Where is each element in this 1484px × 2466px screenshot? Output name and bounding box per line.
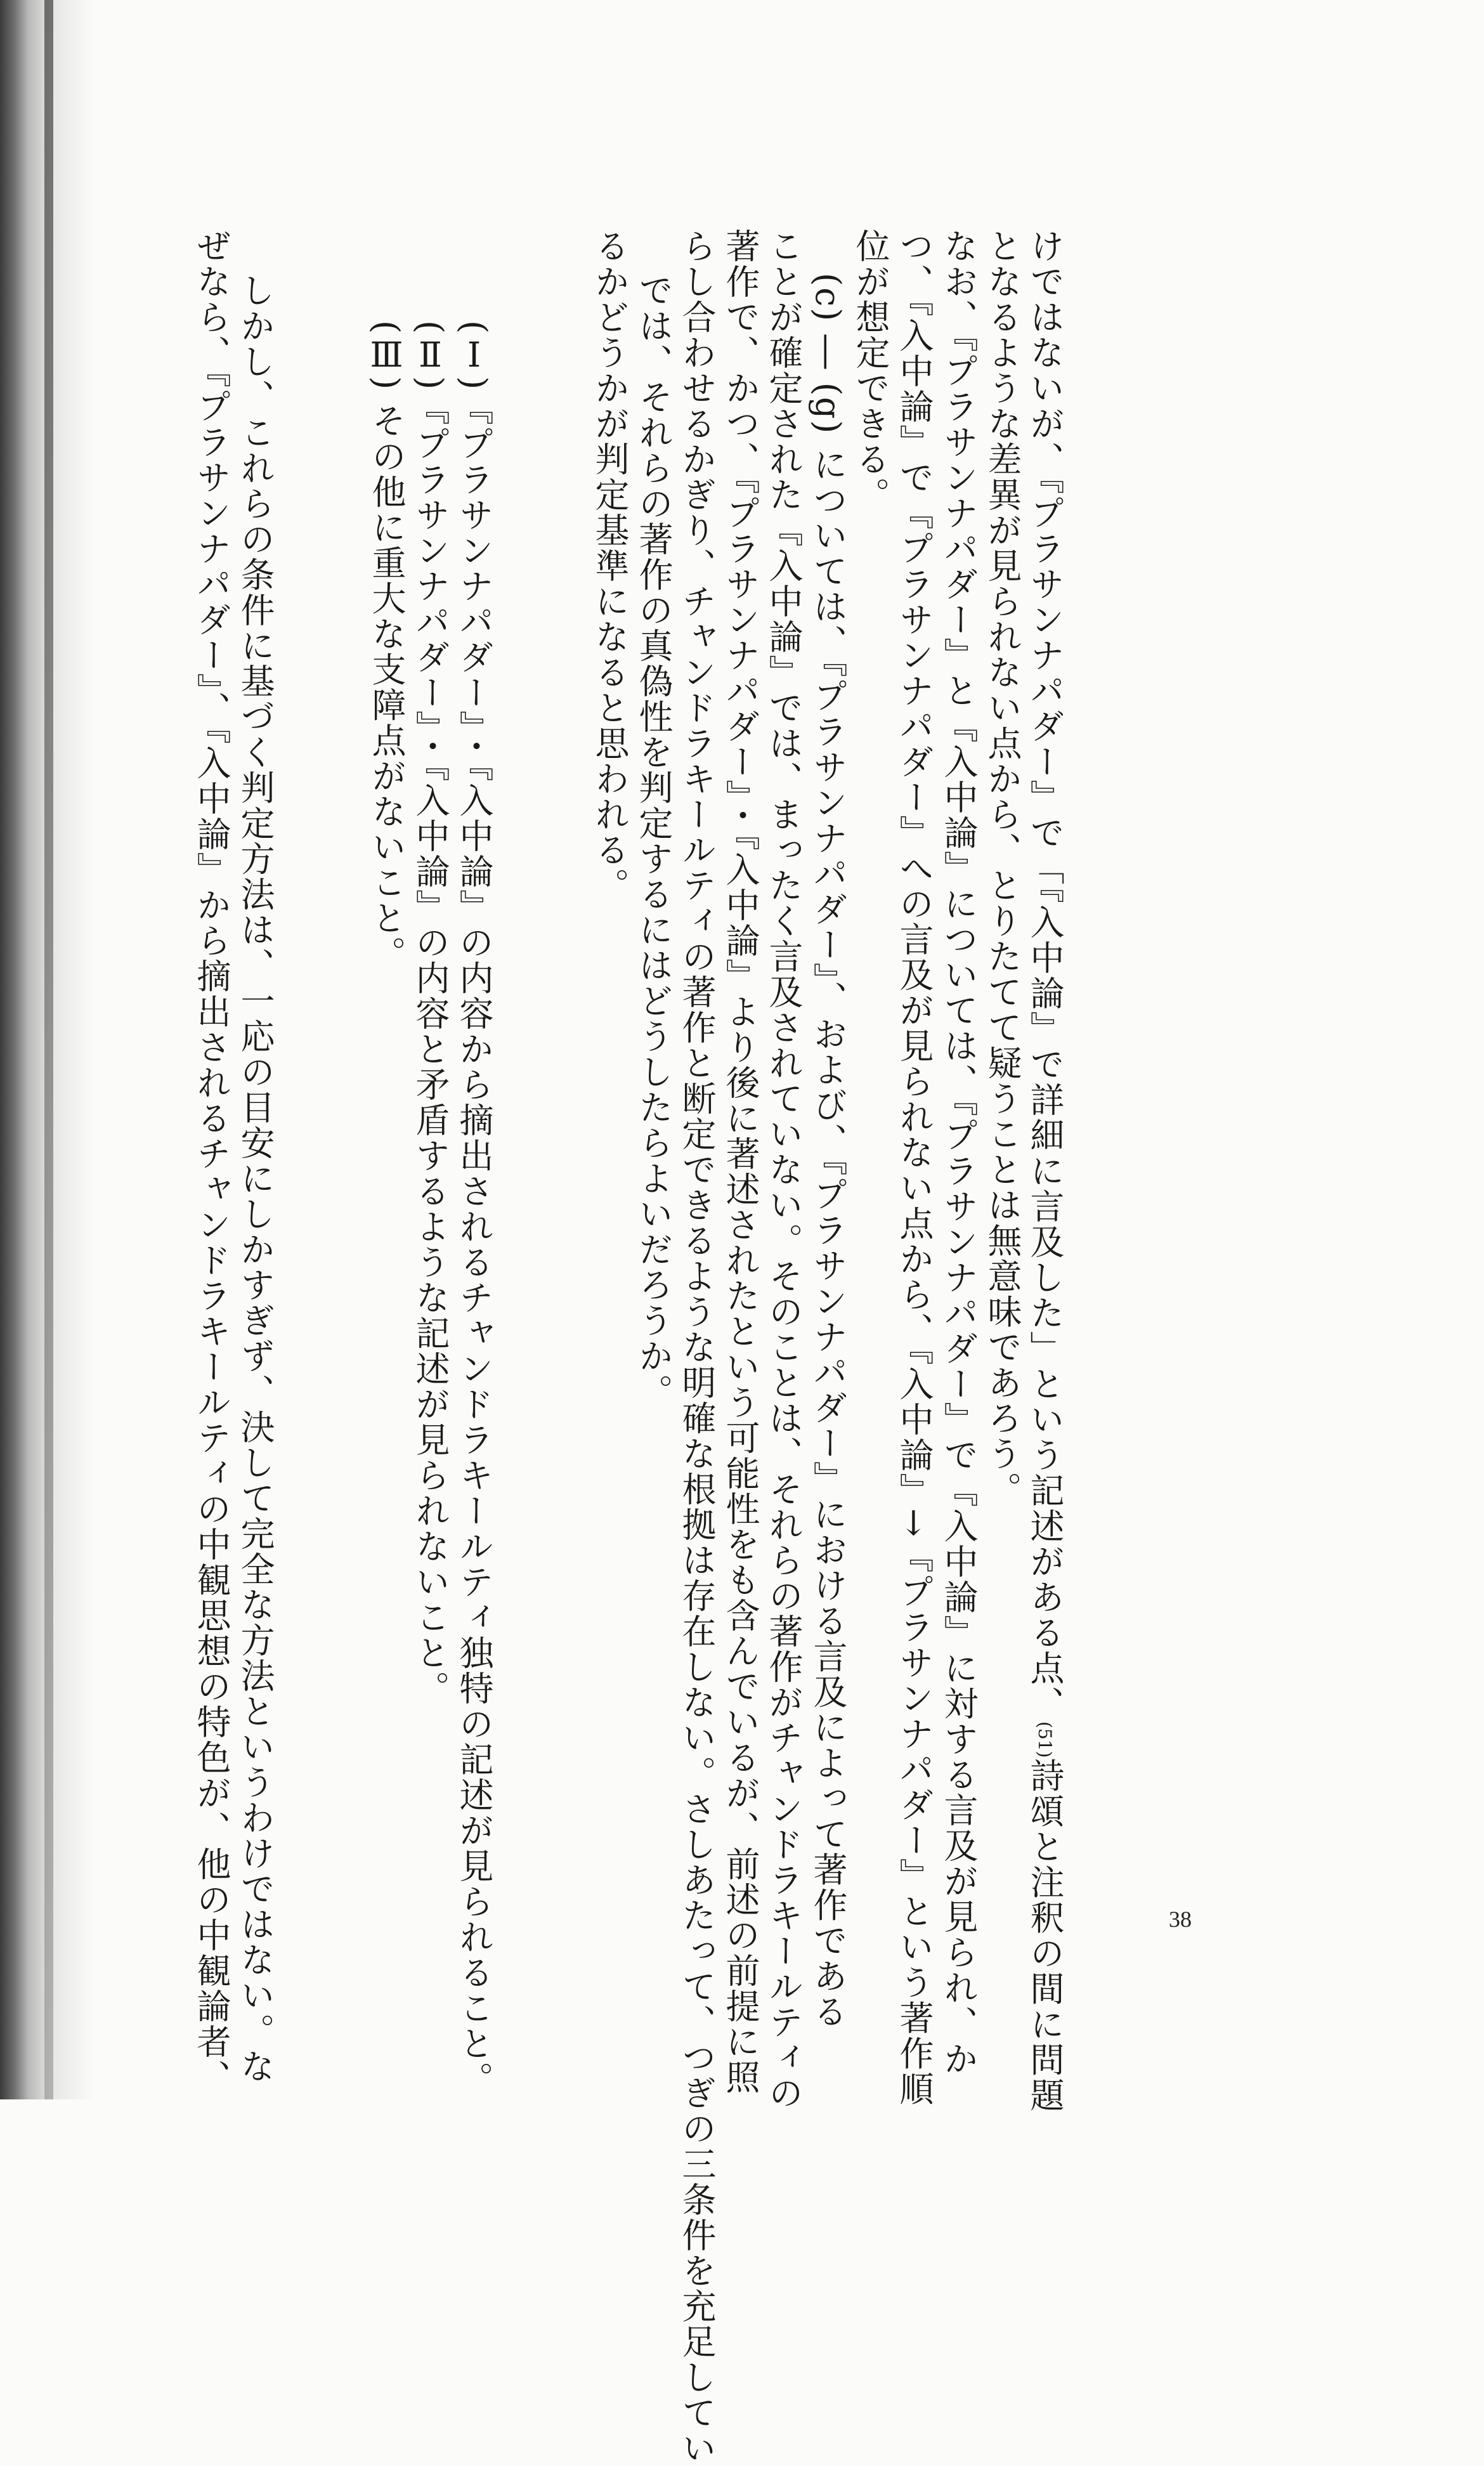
footnote-reference: (51) xyxy=(1034,1721,1055,1758)
text-column: となるような差異が見られない点から、とりたてて疑うことは無意味であろう。 xyxy=(982,228,1022,1507)
text-column xyxy=(1025,228,1065,2113)
page-number: 38 xyxy=(1169,1907,1192,1932)
text-column: 著作で、かつ、『プラサンナパダー』・『入中論』より後に著述されたという可能性をも含んでいるが、前述の前提に照 xyxy=(720,228,760,2095)
condition-item: (Ⅱ)『プラサンナパダー』・『入中論』の内容と矛盾するような記述が見られないこと。 xyxy=(410,320,450,1707)
text-column: つ、『入中論』で『プラサンナパダー』への言及が見られない点から、『入中論』→『プラサンナパダー』という著作順 xyxy=(894,228,934,2107)
condition-item: (Ⅰ)『プラサンナパダー』・『入中論』の内容から摘出されるチャンドラキールティ独特の記述が見られること。 xyxy=(454,320,494,2097)
text-column: 位が想定できる。 xyxy=(850,228,890,512)
text-column: らし合わせるかぎり、チャンドラキールティの著作と断定できるような明確な根拠は存在しない。さしあたって、つぎの三条件を充足してい xyxy=(677,228,717,2466)
text-column: (c) ― (g) については、『プラサンナパダー』、および、『プラサンナパダー』における言及によって著作である xyxy=(808,273,848,2030)
text-column: しかし、これらの条件に基づく判定方法は、一応の目安にしかすぎず、決して完全な方法というわけではない。な xyxy=(235,273,275,2084)
text-line: 詩頌と注釈の間に問題 xyxy=(1025,1758,1065,2113)
text-column: ぜなら、『プラサンナパダー』、『入中論』から摘出されるチャンドラキールティの中観思想の特色が、他の中観論者、 xyxy=(192,228,231,2095)
text-line: けではないが、『プラサンナパダー』で「『入中論』で詳細に言及した」という記述がある点、 xyxy=(1025,228,1065,1721)
text-column: るかどうかが判定基準になると思われる。 xyxy=(590,228,630,903)
text-column: ことが確定された『入中論』では、まったく言及されていない。そのことは、それらの著作がチャンドラキールティの xyxy=(764,228,804,2111)
book-spine-shadow xyxy=(44,0,53,2099)
condition-item: (Ⅲ) その他に重大な支障点がないこと。 xyxy=(367,320,407,972)
text-column: では、それらの著作の真偽性を判定するにはどうしたらよいだろうか。 xyxy=(634,273,674,1409)
text-column: なお、『プラサンナパダー』と『入中論』については、『プラサンナパダー』で『入中論』に対する言及が見られ、か xyxy=(939,228,979,2077)
